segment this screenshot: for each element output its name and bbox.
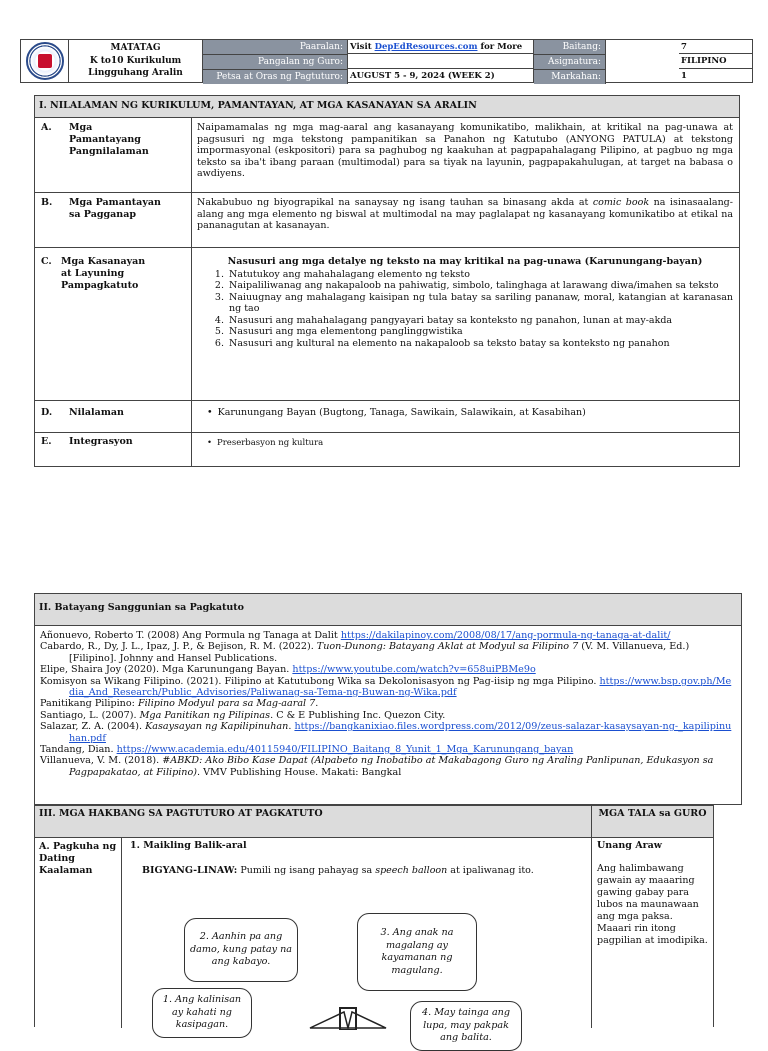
objective-item: 6. Nasusuri ang kultural na elemento na nakapaloob sa teksto batay sa konteksto ng panahon [227, 338, 733, 350]
label-petsa: Petsa at Oras ng Pagtuturo: [203, 70, 348, 84]
notes-column-title: MGA TALA sa GURO [592, 806, 713, 837]
header-values-2 [679, 40, 752, 82]
speech-balloon-3: 3. Ang anak na magalang ay kayamanan ng magulang. [357, 913, 477, 991]
reference-item: Tandang, Dian. https://www.academia.edu/40115940/FILIPINO_Baitang_8_Yunit_1_Mga_Karunungang_bayan [40, 744, 574, 756]
header-title [69, 40, 203, 82]
teacher-notes [592, 838, 713, 1028]
reference-link[interactable]: https://bangkanixiao.files.wordpress.com/2012/09/zeus-salazar-kasaysayan-ng-_kapilipinuhan.pdf [69, 721, 732, 744]
step-a-content [122, 838, 592, 1044]
objective-item: 2. Naipaliliwanag ang nakapaloob na pahiwatig, simbolo, talinghaga at larawang diwa/imahen sa teksto [227, 280, 733, 292]
nilalaman-item: • Karunungang Bayan (Bugtong, Tanaga, Sawikain, Salawikain, at Kasabihan) [207, 407, 733, 419]
step1-title: 1. Maikling Balik-aral [130, 840, 247, 851]
section3-title: III. MGA HAKBANG SA PAGTUTURO AT PAGKATUTO [35, 806, 592, 837]
reference-link[interactable]: https://dakilapinoy.com/2008/08/17/ang-pormula-ng-tanaga-at-dalit/ [340, 630, 671, 641]
label-markahan: Markahan: [534, 70, 606, 84]
integrasyon-item: • Preserbasyon ng kultura [207, 438, 733, 450]
row-nilalaman: D. Nilalaman • Karunungang Bayan (Bugtong, Tanaga, Sawikain, Salawikain, at Kasabihan) [35, 401, 739, 433]
header-values [348, 40, 534, 82]
kasanayan-title: Nasusuri ang mga detalye ng teksto na may kritikal na pag-unawa (Karunungang-bayan) [227, 256, 703, 267]
deped-seal-icon [26, 42, 64, 80]
notes-day: Unang Araw [597, 840, 662, 851]
section2-title: II. Batayang Sanggunian sa Pagkatuto [35, 594, 741, 626]
header-line3: Lingguhang Aralin [88, 68, 183, 79]
row-integrasyon: E. Integrasyon • Preserbasyon ng kultura [35, 433, 739, 466]
reference-item: Villanueva, V. M. (2018). #ABKD: Ako Bibo Kase Dapat (Alpabeto ng Inobatibo at Makabagong Guro ng Araling Panlipunan, Edukasyon sa Pagpapakatao, at Filipino). VMV Publishing House. Makati: Bangkal [40, 755, 714, 778]
section-curriculum [34, 95, 740, 467]
speech-balloon-4: 4. May tainga ang lupa, may pakpak ang balita. [410, 1001, 522, 1051]
value-guro [348, 54, 534, 68]
depedresources-link[interactable]: DepEdResources.com [374, 42, 478, 52]
reference-link[interactable]: https://www.youtube.com/watch?v=658uiPBMe9o [292, 664, 536, 676]
objective-item: 1. Natutukoy ang mahahalagang elemento ng teksto [227, 269, 733, 281]
label-guro: Pangalan ng Guro: [203, 55, 348, 70]
objective-item: 5. Nasusuri ang mga elementong panglinggwistika [227, 326, 733, 338]
reference-link[interactable]: https://www.academia.edu/40115940/FILIPINO_Baitang_8_Yunit_1_Mga_Karunungang_bayan [116, 744, 574, 756]
objectives-list [227, 269, 733, 350]
pamantayang-pangnilalaman-text: Naipamamalas ng mga mag-aaral ang kasanayang komunikatibo, malikhain, at kritikal na pag-unawa at pagsusuri ng mga tekstong pampanitikan sa Panahon ng Katutubo (ANYONG PATULA) at tekstong impormasyonal (eskpositori) para sa paghubog ng kaakuhan at pagpapahalagang Pilipino, at pagbuo ng mga teksto sa iba't ibang paraan (multimodal) para sa tiyak na layunin, pagpapakahulugan, at target na babasa o awdiyens. [197, 122, 733, 179]
references-list [35, 626, 741, 778]
objective-item: 4. Nasusuri ang mahahalagang pangyayari batay sa konteksto ng panahon, lunan at may-akda [227, 315, 733, 327]
deped-logo [21, 40, 69, 82]
step-a-label: A. Pagkuha ng Dating Kaalaman [35, 838, 122, 1028]
objective-item: 3. Naiuugnay ang mahalagang kaisipan ng tula batay sa sariling pananaw, moral, katangian at karanasan ng tao [227, 292, 733, 315]
reference-link[interactable]: https://www.bsp.gov.ph/Media_And_Research/Public_Advisories/Paliwanag-sa-Tema-ng-Buwan-ng-Wika.pdf [69, 675, 732, 699]
label-baitang: Baitang: [534, 40, 606, 55]
label-paaralan: Paaralan: [203, 40, 348, 55]
section-procedure [34, 805, 714, 1044]
speech-balloon-1: 1. Ang kalinisan ay kahati ng kasipagan. [152, 988, 252, 1038]
section-references [34, 593, 742, 805]
notes-text: Ang halimbawang gawain ay maaaring gawing gabay para lubos na maunawaan ang mga paksa. Maaari rin itong pagpilian at imodipika. [597, 863, 708, 946]
reference-item: Añonuevo, Roberto T. (2008) Ang Pormula ng Tanaga at Dalit https://dakilapinoy.com/2008/08/17/ang-pormula-ng-tanaga-at-dalit/ [40, 630, 671, 641]
reference-item: Elipe, Shaira Joy (2020). Mga Karunungang Bayan. https://www.youtube.com/watch?v=658uiPBMe9o [40, 664, 536, 676]
header-labels-2 [534, 40, 679, 82]
reference-item: Santiago, L. (2007). Mga Panitikan ng Pilipinas. C & E Publishing Inc. Quezon City. [40, 709, 446, 721]
value-petsa: AUGUST 5 - 9, 2024 (WEEK 2) [348, 69, 534, 82]
reference-item: Panitikang Pilipino: Filipino Modyul para sa Mag-aaral 7. [40, 698, 319, 710]
value-asignatura: FILIPINO [679, 54, 752, 68]
speech-balloon-2: 2. Aanhin pa ang damo, kung patay na ang kabayo. [184, 918, 298, 982]
header-line2: K to10 Kurikulum [89, 55, 182, 66]
lesson-header [20, 39, 753, 83]
row-kasanayan: C. Mga Kasanayan at Layuning Pampagkatuto Nasusuri ang mga detalye ng teksto na may kritikal na pag-unawa (Karunungang-bayan) 1. Natutukoy ang mahahalagang elemento ng teksto 2. Naipaliliwanag ang nakapaloob na pahiwatig, simbolo, talinghaga at larawang diwa/imahen sa teksto 3. Naiuugnay ang mahalagang kaisipan ng tula batay sa sariling pananaw, moral, katangian at karanasan ng tao 4. Nasusuri ang mahahalagang pangyayari batay sa konteksto ng panahon, lunan at may-akda 5. Nasusuri ang mga elementong panglinggwistika 6. Nasusuri ang kultural na elemento na nakapaloob sa teksto batay sa konteksto ng panahon [35, 248, 739, 401]
reference-item: Salazar, Z. A. (2004). Kasaysayan ng Kapilipinuhan. https://bangkanixiao.files.wordpress.com/2012/09/zeus-salazar-kasaysayan-ng-_kapilipinuhan.pdf [40, 721, 732, 744]
value-baitang: 7 [679, 40, 752, 54]
section1-title: I. NILALAMAN NG KURIKULUM, PAMANTAYAN, AT MGA KASANAYAN SA ARALIN [35, 96, 739, 118]
step1-instruction: BIGYANG-LINAW: Pumili ng isang pahayag sa speech balloon at ipaliwanag ito. [142, 865, 534, 876]
reference-item: Komisyon sa Wikang Filipino. (2021). Filipino at Katutubong Wika sa Dekolonisasyon ng Pag-iisip ng mga Pilipino. https://www.bsp.gov.ph/Media_And_Research/Public_Advisories/Paliwanag-sa-Tema-ng-Buwan-ng-Wika.pdf [40, 675, 732, 699]
value-paaralan: Visit DepEdResources.com for More [348, 40, 534, 54]
open-book-icon [300, 998, 396, 1030]
header-line1: MATATAG [110, 43, 161, 54]
row-pamantayan-pagganap: B. Mga Pamantayan sa Pagganap Nakabubuo ng biyograpikal na sanaysay ng isang tauhan sa binasang akda at comic book na isinasaalang-alang ang mga elemento ng biswal at multimodal na may paglalapat ng kasanayang komunikatibo at etikal na pananagutan at kasanayan. [35, 193, 739, 248]
pamantayan-pagganap-text: Nakabubuo ng biyograpikal na sanaysay ng isang tauhan sa binasang akda at comic book na isinasaalang-alang ang mga elemento ng biswal at multimodal na may paglalapat ng kasanayang komunikatibo at etikal na pananagutan at kasanayan. [197, 197, 733, 231]
header-labels [203, 40, 348, 82]
reference-item: Cabardo, R., Dy, J. L., Ipaz, J. P., & Bejison, R. M. (2022). Tuon-Dunong: Batayang Aklat at Modyul sa Filipino 7 (V. M. Villanueva, Ed.) [Filipino]. Johnny and Hansel Publications. [40, 641, 690, 664]
value-markahan: 1 [681, 70, 687, 81]
row-pamantayang-pangnilalaman: A. Mga Pamantayang Pangnilalaman Naipamamalas ng mga mag-aaral ang kasanayang komunikatibo, malikhain, at kritikal na pag-unawa at pagsusuri ng mga tekstong pampanitikan sa Panahon ng Katutubo (ANYONG PATULA) at tekstong impormasyonal (eskpositori) para sa paghubog ng kaakuhan at pagpapahalagang Pilipino, at pagbuo ng mga teksto sa iba't ibang paraan (multimodal) para sa tiyak na layunin, pagpapakahulugan, at target na babasa o awdiyens. [35, 118, 739, 193]
label-asignatura: Asignatura: [534, 55, 606, 70]
